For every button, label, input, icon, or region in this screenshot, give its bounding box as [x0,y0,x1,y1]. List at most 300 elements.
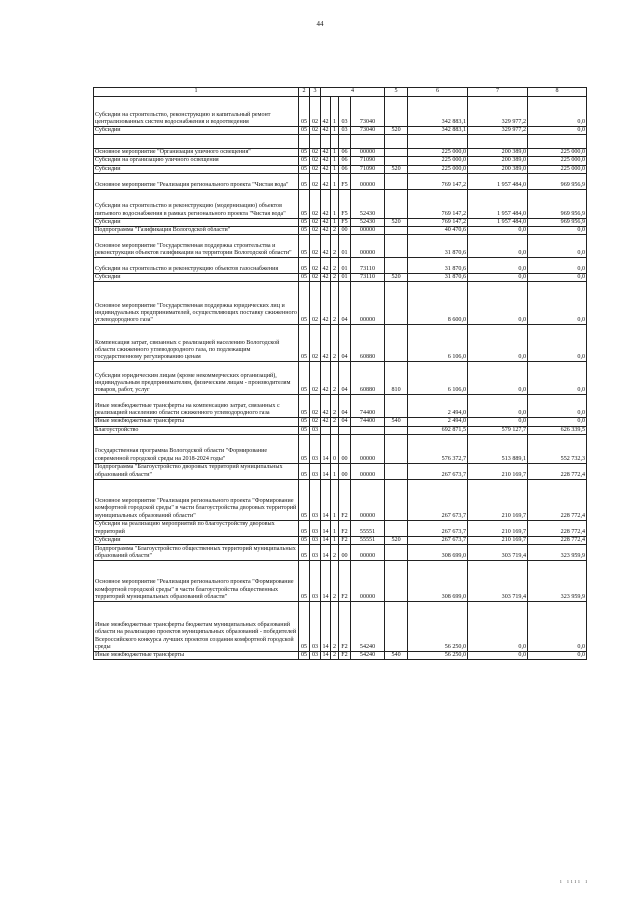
code-direction: 00000 [351,434,385,463]
value-year-3: 552 732,3 [528,434,587,463]
table-row [94,652,587,660]
code-expense-type [385,434,408,463]
code-event: F5 [339,218,351,226]
code-expense-type [385,463,408,479]
value-year-2: 0,0 [468,274,528,282]
value-year-1: 31 870,6 [408,235,468,258]
table-row [94,258,587,274]
value-year-3: 0,0 [528,602,587,652]
value-year-3 [528,135,587,149]
code-subsection: 03 [310,561,321,602]
code-subsection: 03 [310,463,321,479]
code-direction: 71090 [351,157,385,165]
code-section: 05 [299,426,310,434]
code-event: 00 [339,463,351,479]
code-subprogram: 2 [331,545,339,561]
code-direction: 60880 [351,362,385,395]
table-row [94,149,587,157]
value-year-1: 225 000,0 [408,165,468,173]
code-section: 05 [299,149,310,157]
value-year-1: 342 883,1 [408,127,468,135]
value-year-3: 0,0 [528,127,587,135]
code-subprogram: 1 [331,536,339,544]
value-year-2: 1 957 484,0 [468,218,528,226]
table-row [94,395,587,418]
value-year-2: 1 957 484,0 [468,173,528,189]
table-row [94,325,587,362]
code-section: 05 [299,536,310,544]
code-direction: 00000 [351,227,385,235]
code-program: 42 [322,149,329,156]
code-program: 14 [321,545,331,561]
code-subprogram: 1 [331,218,339,226]
code-subsection: 03 [310,479,321,520]
value-year-2: 0,0 [468,602,528,652]
code-expense-type: 540 [385,418,408,426]
code-program [321,135,331,149]
code-subprogram: 0 [331,434,339,463]
code-expense-type: 810 [385,362,408,395]
value-year-3: 969 956,9 [528,218,587,226]
table-row [94,479,587,520]
value-year-2: 0,0 [468,325,528,362]
row-name: Субсидии [94,165,299,173]
row-name: Субсидии [94,274,299,282]
code-program: 42 [322,227,329,234]
code-subsection: 02 [310,149,321,157]
code-direction [351,135,385,149]
code-program: 42 [322,418,329,425]
code-event: F2 [339,479,351,520]
code-expense-type: 520 [385,274,408,282]
code-event: 04 [339,362,351,395]
code-direction: 73040 [351,97,385,127]
code-program: 42 [322,127,329,133]
row-name: Субсидии юридическим лицам (кроме некоммерческих организаций), индивидуальным предпринимателям, физическим лицам - производителям товаров, работ, услуг [94,362,299,395]
code-program: 42 [321,282,331,325]
value-year-2: 210 169,7 [468,463,528,479]
code-program: 14 [322,536,329,543]
code-event: 00 [339,227,351,235]
value-year-2: 0,0 [468,282,528,325]
value-year-3: 323 959,9 [528,545,587,561]
value-year-1: 692 871,5 [408,426,468,434]
header-col-2: 2 [299,88,310,97]
code-event [339,135,351,149]
code-direction: 73040 [351,127,385,135]
table-row [94,520,587,536]
code-subsection: 02 [310,97,321,127]
code-expense-type [385,545,408,561]
code-subprogram: 2 [331,235,339,258]
code-section: 05 [299,463,310,479]
code-subprogram: 2 [331,602,339,652]
code-direction: 00000 [351,149,385,157]
code-event: 01 [339,258,351,274]
value-year-3: 228 772,4 [528,536,587,544]
value-year-2: 1 957 484,0 [468,189,528,218]
code-expense-type [385,173,408,189]
code-subsection: 02 [310,173,321,189]
value-year-3: 0,0 [528,235,587,258]
table-row [94,536,587,544]
value-year-1: 308 699,0 [408,561,468,602]
header-col-3: 3 [310,88,321,97]
code-subprogram: 1 [331,165,339,173]
value-year-2: 0,0 [468,652,528,660]
code-direction: 73110 [351,258,385,274]
code-event: 03 [339,97,351,127]
header-col-5: 5 [385,88,408,97]
page-number: 44 [316,20,324,28]
code-section: 05 [299,362,310,395]
row-name [94,135,299,149]
code-section: 05 [299,218,310,226]
code-event: F5 [339,173,351,189]
value-year-1 [408,135,468,149]
table-row [94,165,587,173]
code-subsection [310,135,321,149]
code-expense-type [385,135,408,149]
code-event: 06 [339,149,351,157]
code-subsection: 03 [310,426,321,434]
code-section: 05 [299,520,310,536]
value-year-3: 225 000,0 [528,149,587,157]
code-program: 42 [322,274,329,281]
value-year-3: 228 772,4 [528,479,587,520]
table-row [94,227,587,235]
code-subsection: 02 [310,157,321,165]
code-direction: 00000 [351,235,385,258]
value-year-3: 0,0 [528,227,587,235]
code-event: 04 [339,395,351,418]
code-program: 14 [321,561,331,602]
table-row [94,127,587,135]
table-row [94,157,587,165]
code-subsection: 02 [310,282,321,325]
row-name: Основное мероприятие "Реализация регионального проекта "Формирование комфортной городской среды" в части благоустройства дворовых территорий муниципальных образований области" [94,479,299,520]
code-subsection: 02 [310,274,321,282]
code-direction: 52430 [351,218,385,226]
code-event: 03 [339,127,351,135]
value-year-2: 303 719,4 [468,561,528,602]
row-name: Субсидии на строительство и реконструкцию объектов газоснабжения [94,258,299,274]
value-year-3: 225 000,0 [528,165,587,173]
code-program: 42 [321,258,331,274]
code-expense-type [385,258,408,274]
code-subprogram: 1 [331,520,339,536]
code-program: 42 [322,157,329,164]
value-year-1: 2 494,0 [408,395,468,418]
value-year-2: 329 977,2 [468,97,528,127]
value-year-2: 210 169,7 [468,520,528,536]
value-year-3: 0,0 [528,258,587,274]
row-name: Подпрограмма "Газификация Вологодской области" [94,227,299,235]
code-expense-type [385,602,408,652]
value-year-1: 31 870,6 [408,258,468,274]
code-event: F5 [339,189,351,218]
row-name: Основное мероприятие "Государственная поддержка строительства и реконструкции объектов газификации на территории Вологодской области" [94,235,299,258]
code-direction: 73110 [351,274,385,282]
code-program [321,426,331,434]
value-year-3: 228 772,4 [528,520,587,536]
table-row [94,418,587,426]
value-year-2: 0,0 [468,258,528,274]
code-program: 42 [321,97,331,127]
table-row [94,218,587,226]
value-year-3: 626 339,5 [528,426,587,434]
row-name: Подпрограмма "Благоустройство дворовых территорий муниципальных образований области" [94,463,299,479]
code-program: 42 [321,395,331,418]
code-expense-type [385,561,408,602]
value-year-1: 308 699,0 [408,545,468,561]
value-year-1: 769 147,2 [408,189,468,218]
value-year-2: 200 389,0 [468,165,528,173]
row-name: Иные межбюджетные трансферты [94,418,299,426]
code-direction: 60880 [351,325,385,362]
table-row [94,282,587,325]
value-year-1: 769 147,2 [408,218,468,226]
code-subsection: 03 [310,536,321,544]
code-event: F2 [339,561,351,602]
header-col-1: 1 [94,88,299,97]
table-row [94,274,587,282]
table-row [94,362,587,395]
code-direction: 00000 [351,463,385,479]
code-subprogram: 1 [331,173,339,189]
value-year-2: 200 389,0 [468,157,528,165]
row-name: Основное мероприятие "Государственная поддержка юридических лиц и индивидуальных предпринимателей, осуществляющих поставку сжиженного углеводородного газа" [94,282,299,325]
code-subsection: 03 [310,434,321,463]
value-year-1: 56 250,0 [408,652,468,660]
code-section: 05 [299,282,310,325]
code-event: 04 [339,418,351,426]
code-expense-type [385,157,408,165]
code-subsection: 02 [310,165,321,173]
code-direction: 00000 [351,545,385,561]
code-program: 42 [321,325,331,362]
code-section: 05 [299,602,310,652]
table-body [94,97,587,660]
row-name: Субсидии на строительство и реконструкцию (модернизацию) объектов питьевого водоснабжения в рамках регионального проекта "Чистая вода" [94,189,299,218]
code-event: 00 [339,434,351,463]
value-year-1: 225 000,0 [408,157,468,165]
code-direction: 00000 [351,561,385,602]
code-expense-type: 520 [385,165,408,173]
row-name: Субсидии [94,536,299,544]
code-subprogram: 1 [331,463,339,479]
code-expense-type [385,149,408,157]
code-subsection: 03 [310,652,321,660]
code-expense-type: 520 [385,127,408,135]
scan-mark: ı ıııı ı [560,879,590,885]
value-year-3: 0,0 [528,97,587,127]
code-program: 14 [321,479,331,520]
code-section [299,135,310,149]
row-name: Иные межбюджетные трансферты на компенсацию затрат, связанных с реализацией населению области сжиженного углеводородного газа [94,395,299,418]
value-year-2: 579 127,7 [468,426,528,434]
value-year-1: 342 883,1 [408,97,468,127]
code-section: 05 [299,97,310,127]
code-subprogram: 2 [331,652,339,660]
value-year-2: 0,0 [468,395,528,418]
code-section: 05 [299,235,310,258]
code-section: 05 [299,227,310,235]
value-year-3: 969 956,9 [528,173,587,189]
code-subprogram: 2 [331,418,339,426]
code-subsection: 03 [310,602,321,652]
code-expense-type [385,395,408,418]
code-event: 00 [339,545,351,561]
table-row [94,426,587,434]
code-subprogram: 2 [331,282,339,325]
code-subprogram: 2 [331,395,339,418]
value-year-1: 267 673,7 [408,536,468,544]
code-event: F2 [339,602,351,652]
code-subsection: 02 [310,395,321,418]
code-expense-type: 520 [385,218,408,226]
code-program: 42 [321,189,331,218]
value-year-2: 303 719,4 [468,545,528,561]
code-direction: 74400 [351,418,385,426]
code-subsection: 02 [310,235,321,258]
value-year-2: 0,0 [468,235,528,258]
code-direction: 74400 [351,395,385,418]
code-subsection: 03 [310,545,321,561]
code-event: 04 [339,282,351,325]
code-expense-type [385,520,408,536]
value-year-1: 6 106,0 [408,325,468,362]
code-program: 14 [321,602,331,652]
code-event: 06 [339,165,351,173]
table-row [94,189,587,218]
code-direction: 52430 [351,189,385,218]
code-section: 05 [299,479,310,520]
code-subprogram: 2 [331,362,339,395]
value-year-2 [468,135,528,149]
code-subsection: 02 [310,189,321,218]
value-year-3: 228 772,4 [528,463,587,479]
value-year-1: 267 673,7 [408,463,468,479]
code-event: F2 [339,652,351,660]
row-name: Благоустройство [94,426,299,434]
code-subprogram: 2 [331,325,339,362]
value-year-1: 2 494,0 [408,418,468,426]
code-event: 01 [339,235,351,258]
code-event: 01 [339,274,351,282]
row-name: Государственная программа Вологодской области "Формирование современной городской среды на 2018-2024 годы" [94,434,299,463]
code-subsection: 02 [310,418,321,426]
table-row [94,545,587,561]
code-subprogram: 2 [331,561,339,602]
code-expense-type [385,282,408,325]
code-section: 05 [299,165,310,173]
code-program: 42 [321,235,331,258]
code-subprogram: 1 [331,189,339,218]
code-section: 05 [299,274,310,282]
code-section: 05 [299,561,310,602]
code-expense-type: 520 [385,536,408,544]
value-year-3: 323 959,9 [528,561,587,602]
code-program: 42 [322,218,329,225]
row-name: Основное мероприятие "Организация уличного освещения" [94,149,299,157]
code-expense-type [385,235,408,258]
code-section: 05 [299,395,310,418]
value-year-2: 210 169,7 [468,536,528,544]
value-year-3: 0,0 [528,395,587,418]
code-event [339,426,351,434]
table-row [94,463,587,479]
code-subsection: 02 [310,127,321,135]
code-expense-type [385,227,408,235]
row-name: Иные межбюджетные трансферты бюджетам муниципальных образований области на реализацию проектов муниципальных образований - победителей Всероссийского конкурса лучших проектов создания комфортной городской среды [94,602,299,652]
value-year-3: 0,0 [528,418,587,426]
code-event: F2 [339,536,351,544]
header-col-7: 7 [468,88,528,97]
code-program: 42 [321,362,331,395]
table-row [94,97,587,127]
table-row [94,173,587,189]
row-name: Субсидии на строительство, реконструкцию и капитальный ремонт централизованных систем водоснабжения и водоотведения [94,97,299,127]
code-direction [351,426,385,434]
code-direction: 00000 [351,479,385,520]
value-year-1: 267 673,7 [408,479,468,520]
code-subsection: 03 [310,520,321,536]
value-year-1: 769 147,2 [408,173,468,189]
value-year-1: 576 372,7 [408,434,468,463]
value-year-1: 56 250,0 [408,602,468,652]
value-year-2: 0,0 [468,227,528,235]
code-subprogram: 1 [331,149,339,157]
table-row [94,561,587,602]
code-subprogram [331,135,339,149]
value-year-3: 969 956,9 [528,189,587,218]
code-program: 42 [321,173,331,189]
code-subprogram [331,426,339,434]
value-year-3: 0,0 [528,282,587,325]
code-subsection: 02 [310,218,321,226]
value-year-1: 8 600,0 [408,282,468,325]
code-section: 05 [299,325,310,362]
row-name: Компенсация затрат, связанных с реализацией населению Вологодской области сжиженного углеводородного газа, по подлежащим государственному регулированию ценам [94,325,299,362]
header-col-8: 8 [528,88,587,97]
code-expense-type [385,97,408,127]
code-subprogram: 1 [331,479,339,520]
row-name: Субсидии [94,218,299,226]
value-year-1: 6 106,0 [408,362,468,395]
code-subprogram: 1 [331,157,339,165]
value-year-2: 0,0 [468,418,528,426]
code-direction: 55551 [351,536,385,544]
code-direction: 54240 [351,602,385,652]
code-expense-type [385,189,408,218]
code-direction: 71090 [351,165,385,173]
code-program: 42 [322,165,329,172]
code-section: 05 [299,127,310,135]
code-expense-type [385,426,408,434]
row-name: Субсидия на реализацию мероприятий по благоустройству дворовых территорий [94,520,299,536]
table-row [94,235,587,258]
header-row [94,88,587,97]
code-subsection: 02 [310,227,321,235]
value-year-2: 0,0 [468,362,528,395]
code-event: 06 [339,157,351,165]
code-subsection: 02 [310,362,321,395]
value-year-3: 0,0 [528,274,587,282]
row-name: Субсидии [94,127,299,135]
code-direction: 00000 [351,282,385,325]
value-year-3: 0,0 [528,652,587,660]
